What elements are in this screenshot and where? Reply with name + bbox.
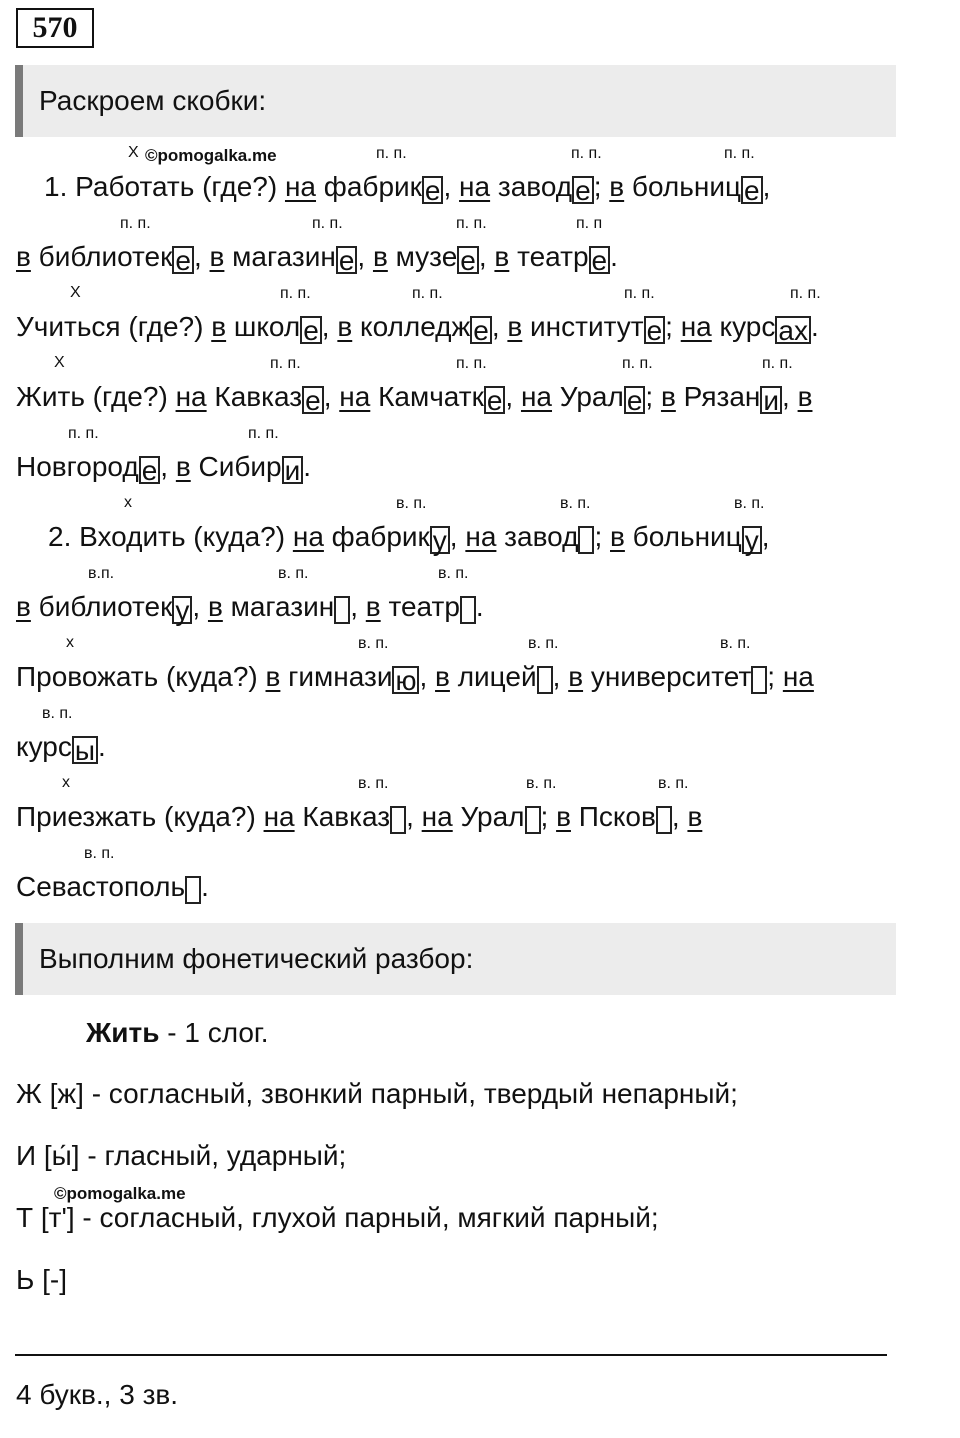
ending-box: е [589, 246, 611, 274]
mark-pp: п. п. [248, 425, 279, 442]
mark-x: х [62, 774, 70, 791]
phonetic-row: Т [т'] - согласный, глухой парный, мягкий парный; [16, 1202, 659, 1233]
ending-box: е [624, 386, 646, 414]
mark-x: Х [70, 284, 81, 301]
ending-box: ы [72, 736, 98, 764]
phonetic-row: Ь [-] [16, 1264, 68, 1295]
ending-box: у [742, 526, 762, 554]
phonetic-word: Жить [86, 1017, 160, 1048]
mark-pp: п. п. [762, 355, 793, 372]
mark-pp: п. п. [68, 425, 99, 442]
ending-box: ах [775, 316, 811, 344]
ending-box-empty [334, 596, 350, 624]
mark-pp: п. п. [456, 215, 487, 232]
mark-pp: п. п. [724, 145, 755, 162]
mark-pp: п. п [576, 215, 603, 232]
ending-box: у [172, 596, 192, 624]
mark-x: х [66, 634, 74, 651]
ending-box: е [572, 176, 594, 204]
ending-box: е [484, 386, 506, 414]
ending-box-empty [578, 526, 594, 554]
mark-vp: в. п. [396, 495, 427, 512]
exercise-line-5: Новгород е , в Сибир и . [16, 451, 312, 486]
mark-x: х [124, 494, 132, 511]
exercise-line-4: Жить (где?) на Кавказ е , на Камчатк е , на Урал е ; в Рязан и , в [16, 381, 813, 416]
exercise-line-8: Провожать (куда?) в гимнази ю , в лицей , в университет ; на [16, 661, 814, 696]
mark-pp: п. п. [622, 355, 653, 372]
ending-box: е [644, 316, 666, 344]
phonetic-summary: 4 букв., 3 зв. [16, 1379, 179, 1410]
ending-box: ю [392, 666, 419, 694]
exercise-line-9: курс ы . [16, 731, 106, 766]
section-heading-brackets: Раскроем скобки: [15, 65, 896, 137]
mark-pp: п. п. [456, 355, 487, 372]
ending-box: е [300, 316, 322, 344]
mark-vp: в. п. [528, 635, 559, 652]
ending-box: и [760, 386, 782, 414]
ending-box: е [457, 246, 479, 274]
ending-box-empty [525, 806, 541, 834]
divider-line [15, 1354, 887, 1356]
mark-vp: в. п. [278, 565, 309, 582]
mark-vp: в. п. [42, 705, 73, 722]
ending-box: у [430, 526, 450, 554]
mark-vp: в. п. [84, 845, 115, 862]
ending-box: е [336, 246, 358, 274]
mark-pp: п. п. [312, 215, 343, 232]
mark-pp: п. п. [412, 285, 443, 302]
ending-box: е [302, 386, 324, 414]
mark-vp: в. п. [438, 565, 469, 582]
exercise-line-1: 1. Работать (где?) на фабрик е , на завод е ; в больниц е , [44, 171, 771, 206]
watermark: ©pomogalka.me [54, 1184, 186, 1203]
ending-box-empty [537, 666, 553, 694]
exercise-line-10: Приезжать (куда?) на Кавказ , на Урал ; в Псков , в [16, 801, 703, 832]
ending-box-empty [751, 666, 767, 694]
mark-pp: п. п. [120, 215, 151, 232]
mark-vp: в. п. [658, 775, 689, 792]
mark-vp: в.п. [88, 565, 115, 582]
ending-box: и [282, 456, 304, 484]
exercise-line-2: в библиотек е , в магазин е , в музе е , в театр е . [16, 241, 618, 276]
exercise-line-6: 2. Входить (куда?) на фабрик у , на завод ; в больниц у , [48, 521, 770, 556]
mark-vp: в. п. [526, 775, 557, 792]
exercise-line-3: Учиться (где?) в школ е , в колледж е , в институт е ; на курс ах . [16, 311, 819, 346]
exercise-line-7: в библиотек у , в магазин , в театр . [16, 591, 484, 626]
mark-pp: п. п. [790, 285, 821, 302]
ending-box: е [139, 456, 161, 484]
exercise-line-11: Севастополь . [16, 871, 209, 902]
phonetic-row: Ж [ж] - согласный, звонкий парный, твердый непарный; [16, 1078, 738, 1109]
mark-pp: п. п. [571, 145, 602, 162]
mark-pp: п. п. [376, 145, 407, 162]
mark-vp: в. п. [720, 635, 751, 652]
mark-vp: в. п. [358, 775, 389, 792]
task-number: 570 [16, 8, 94, 48]
ending-box-empty [460, 596, 476, 624]
mark-vp: в. п. [358, 635, 389, 652]
mark-x: Х [54, 354, 65, 371]
section-heading-phonetic: Выполним фонетический разбор: [15, 923, 896, 995]
ending-box-empty [185, 876, 201, 904]
phonetic-word-line: Жить - 1 слог. [86, 1017, 269, 1048]
phonetic-row: И [ы́] - гласный, ударный; [16, 1140, 347, 1171]
mark-pp: п. п. [624, 285, 655, 302]
ending-box-empty [656, 806, 672, 834]
ending-box: е [172, 246, 194, 274]
ending-box-empty [390, 806, 406, 834]
ending-box: е [470, 316, 492, 344]
mark-vp: в. п. [734, 495, 765, 512]
mark-pp: п. п. [270, 355, 301, 372]
mark-x: Х [128, 144, 139, 161]
watermark: ©pomogalka.me [145, 146, 277, 165]
mark-vp: в. п. [560, 495, 591, 512]
ending-box: е [422, 176, 444, 204]
ending-box: е [741, 176, 763, 204]
mark-pp: п. п. [280, 285, 311, 302]
